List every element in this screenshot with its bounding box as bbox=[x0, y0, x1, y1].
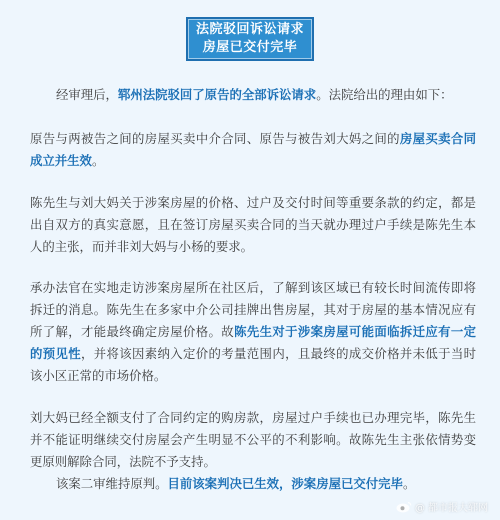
section-title-line-2: 房屋已交付完毕 bbox=[202, 40, 298, 55]
paragraph-text: 。法院给出的理由如下： bbox=[316, 87, 453, 102]
weibo-icon bbox=[396, 501, 412, 513]
section-title-line-1: 法院驳回诉讼请求 bbox=[195, 22, 304, 37]
paragraph-verdict bbox=[56, 84, 476, 106]
paragraph-text: 。 bbox=[91, 153, 105, 168]
paragraph-text: 经审理后， bbox=[56, 87, 118, 102]
highlight-text: 陈先生对于涉案房屋可能面临拆迁应有一定的预见性 bbox=[30, 324, 477, 361]
paragraph-true-intent bbox=[30, 192, 476, 258]
paragraph-text: 刘大妈已经全额支付了合同约定的购房款，房屋过户手续也已办理完毕，陈先生并不能证明继续交付房屋会产生明显不公平的不利影响。故陈先生主张依情势变更原则解除合同，法院不予支持。 bbox=[30, 410, 476, 469]
paragraph-text: 。 bbox=[402, 476, 416, 491]
paragraph-text: ，并将该因素纳入定价的考量范围内，且最终的成交价格并未低于当时该小区正常的市场价格。 bbox=[30, 346, 477, 383]
paragraph-contract-validity bbox=[30, 128, 476, 172]
paragraph-text: 该案二审维持原判。 bbox=[56, 476, 168, 491]
paragraph-text: 陈先生与刘大妈关于涉案房屋的价格、过户及交付时间等重要条款的约定，都是出自双方的真实意愿，且在签订房屋买卖合同的当天就办理过户手续是陈先生本人的主张，而并非刘大妈与小杨的要求。 bbox=[30, 195, 476, 254]
paragraph-second-instance bbox=[56, 473, 476, 495]
watermark bbox=[396, 499, 488, 514]
paragraph-payment-completed bbox=[30, 407, 476, 473]
paragraph-demolition-foreseeability bbox=[30, 277, 476, 387]
highlight-text: 房屋买卖合同成立并生效 bbox=[30, 131, 477, 168]
section-title-box bbox=[186, 17, 314, 61]
watermark-text: @ 都市报大郓网 bbox=[414, 503, 488, 514]
paragraph-text: 承办法官在实地走访涉案房屋所在社区后，了解到该区域已有较长时间流传即将拆迁的消息。陈先生在多家中介公司挂牌出售房屋，其对于房屋的基本情况应有所了解，才能最终确定房屋价格。故 bbox=[30, 280, 476, 339]
highlight-text: 目前该案判决已生效，涉案房屋已交付完毕 bbox=[167, 476, 403, 491]
paragraph-text: 原告与两被告之间的房屋买卖中介合同、原告与被告刘大妈之间的 bbox=[30, 131, 400, 146]
highlight-text: 郓州法院驳回了原告的全部诉讼请求 bbox=[117, 87, 317, 102]
